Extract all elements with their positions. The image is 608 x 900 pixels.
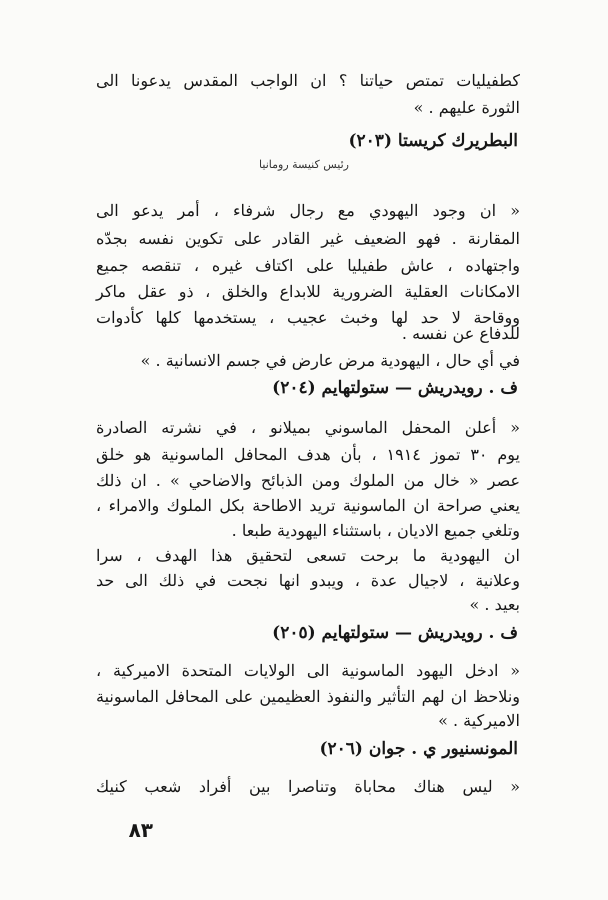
text-line: عصر « خال من الملوك ومن الذبائح والاضاحي » . ان ذلك bbox=[96, 471, 520, 490]
text-line: « ادخل اليهود الماسونية الى الولايات المتحدة الاميركية ، bbox=[96, 661, 520, 680]
text-line: الامكانات العقلية الضرورية للابداع والخلق ، ذو عقل ماكر bbox=[96, 282, 520, 301]
text-line: في أي حال ، اليهودية مرض عارض في جسم الانسانية . » bbox=[140, 351, 520, 370]
section-heading: ف . رويدريش — ستولتهايم (٢٠٤) bbox=[272, 378, 518, 398]
text-line: ان اليهودية ما برحت تسعى لتحقيق هذا الهدف ، سرا bbox=[96, 546, 520, 565]
text-line: واجتهاده ، عاش طفيليا على اكتاف غيره ، تنقصه جميع bbox=[96, 256, 520, 275]
text-line: كطفيليات تمتص حياتنا ؟ ان الواجب المقدس يدعونا الى bbox=[96, 71, 520, 90]
text-line: « ليس هناك محاباة وتناصرا بين أفراد شعب كنيك bbox=[96, 777, 520, 796]
text-line: ونلاحظ ان لهم التأثير والنفوذ العظيمين على المحافل الماسونية bbox=[96, 687, 520, 706]
text-line: « أعلن المحفل الماسوني بميلانو ، في نشرته الصادرة bbox=[96, 418, 520, 437]
text-line: وتلغي جميع الاديان ، باستثناء اليهودية طبعا . bbox=[231, 521, 520, 540]
text-line: المقارنة . فهو الضعيف غير القادر على تكوين نفسه بجدّه bbox=[96, 229, 520, 248]
section-subtitle: رئيس كنيسة رومانيا bbox=[259, 158, 349, 171]
text-line: يوم ٣٠ تموز ١٩١٤ ، بأن هدف المحافل الماسونية هو خلق bbox=[96, 445, 520, 464]
page-number: ٨٣ bbox=[128, 818, 153, 842]
section-heading: المونسنيور ي . جوان (٢٠٦) bbox=[319, 739, 518, 759]
text-line: يعني صراحة ان الماسونية تريد الاطاحة بكل الملوك والامراء ، bbox=[96, 496, 520, 515]
text-line: وعلانية ، لاجيال عدة ، ويبدو انها نجحت في ذلك الى حد bbox=[96, 571, 520, 590]
section-heading: ف . رويدريش — ستولتهايم (٢٠٥) bbox=[272, 623, 518, 643]
text-line: « ان وجود اليهودي مع رجال شرفاء ، أمر يدعو الى bbox=[96, 201, 520, 220]
text-line: للدفاع عن نفسه . bbox=[401, 324, 520, 343]
text-line: الاميركية . » bbox=[438, 711, 520, 730]
text-line: ووقاحة لا حد لها وخبث عجيب ، يستخدمها كلها كأدوات bbox=[96, 308, 520, 327]
section-heading: البطريرك كريستا (٢٠٣) bbox=[348, 131, 518, 151]
text-line: الثورة عليهم . » bbox=[413, 98, 520, 117]
text-line: بعيد . » bbox=[469, 595, 520, 614]
